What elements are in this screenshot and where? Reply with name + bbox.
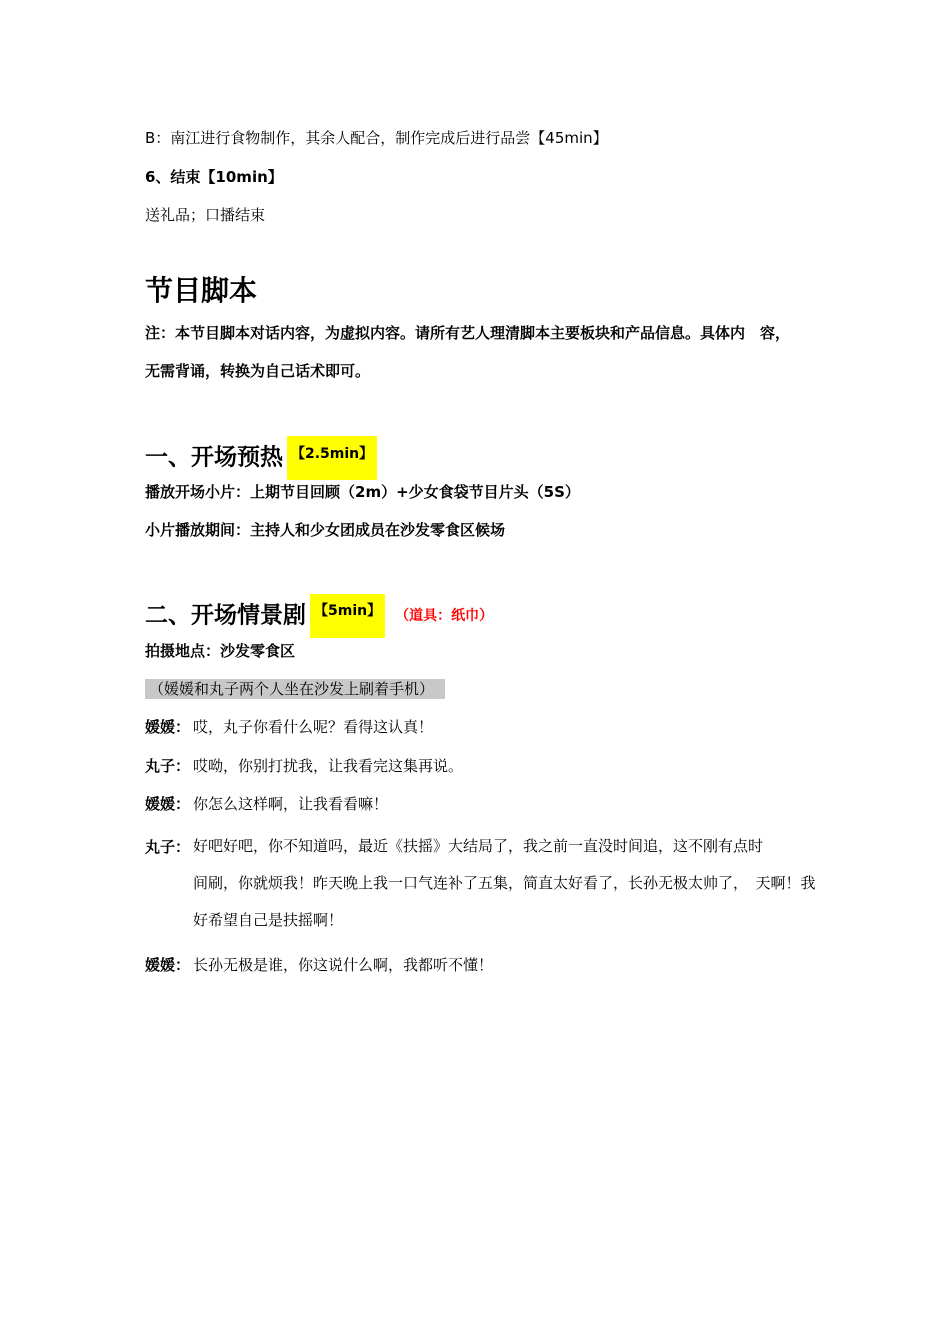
script-note-line2: 无需背诵，转换为自己话术即可。 (145, 362, 371, 380)
dialogue-text-1: 哎，丸子你看什么呢？看得这认真！ (193, 718, 434, 736)
dialogue-text-4-line3: 好希望自己是扶摇啊！ (193, 911, 344, 929)
dialogue-text-4 (193, 828, 818, 939)
schedule-end-text: 送礼品；口播结束 (145, 206, 266, 224)
schedule-item-b: B：南江进行食物制作，其余人配合，制作完成后进行品尝【45min】 (145, 129, 608, 147)
dialogue-speaker-1: 媛媛： (145, 718, 191, 736)
dialogue-text-4-line2: 间刷，你就烦我！昨天晚上我一口气连补了五集，简直太好看了，长孙无极太帅了， 天啊！我 (193, 874, 816, 892)
dialogue-text-3: 你怎么这样啊，让我看看嘛！ (193, 795, 389, 813)
section1-heading (145, 436, 377, 480)
section2-prop-tag: （道具：纸巾） (395, 608, 494, 624)
page-title: 节目脚本 (145, 274, 258, 307)
dialogue-text-5: 长孙无极是谁，你这说什么啊，我都听不懂！ (193, 956, 494, 974)
section1-time-tag: 【2.5min】 (287, 436, 377, 480)
section2-title: 二、开场情景剧 (145, 602, 306, 629)
section2-time-tag: 【5min】 (310, 594, 385, 638)
dialogue-text-4-line1: 好吧好吧，你不知道吗，最近《扶摇》大结局了，我之前一直没时间追，这不刚有点时 (193, 837, 764, 855)
stage-direction: （媛媛和丸子两个人坐在沙发上刷着手机） (145, 679, 445, 699)
section1-line2: 小片播放期间：主持人和少女团成员在沙发零食区候场 (145, 521, 506, 539)
dialogue-speaker-2: 丸子： (145, 757, 191, 775)
schedule-end-heading: 6、结束【10min】 (145, 168, 283, 186)
section1-title: 一、开场预热 (145, 444, 283, 471)
section1-line1: 播放开场小片：上期节目回顾（2m）+少女食袋节目片头（5S） (145, 483, 580, 501)
dialogue-speaker-5: 媛媛： (145, 956, 191, 974)
script-note-line1: 注：本节目脚本对话内容，为虚拟内容。请所有艺人理清脚本主要板块和产品信息。具体内 容， (145, 324, 791, 342)
dialogue-speaker-4: 丸子： (145, 838, 191, 856)
shooting-location: 拍摄地点：沙发零食区 (145, 642, 296, 660)
dialogue-speaker-3: 媛媛： (145, 795, 191, 813)
section2-heading (145, 594, 493, 638)
dialogue-text-2: 哎呦，你别打扰我，让我看完这集再说。 (193, 757, 464, 775)
